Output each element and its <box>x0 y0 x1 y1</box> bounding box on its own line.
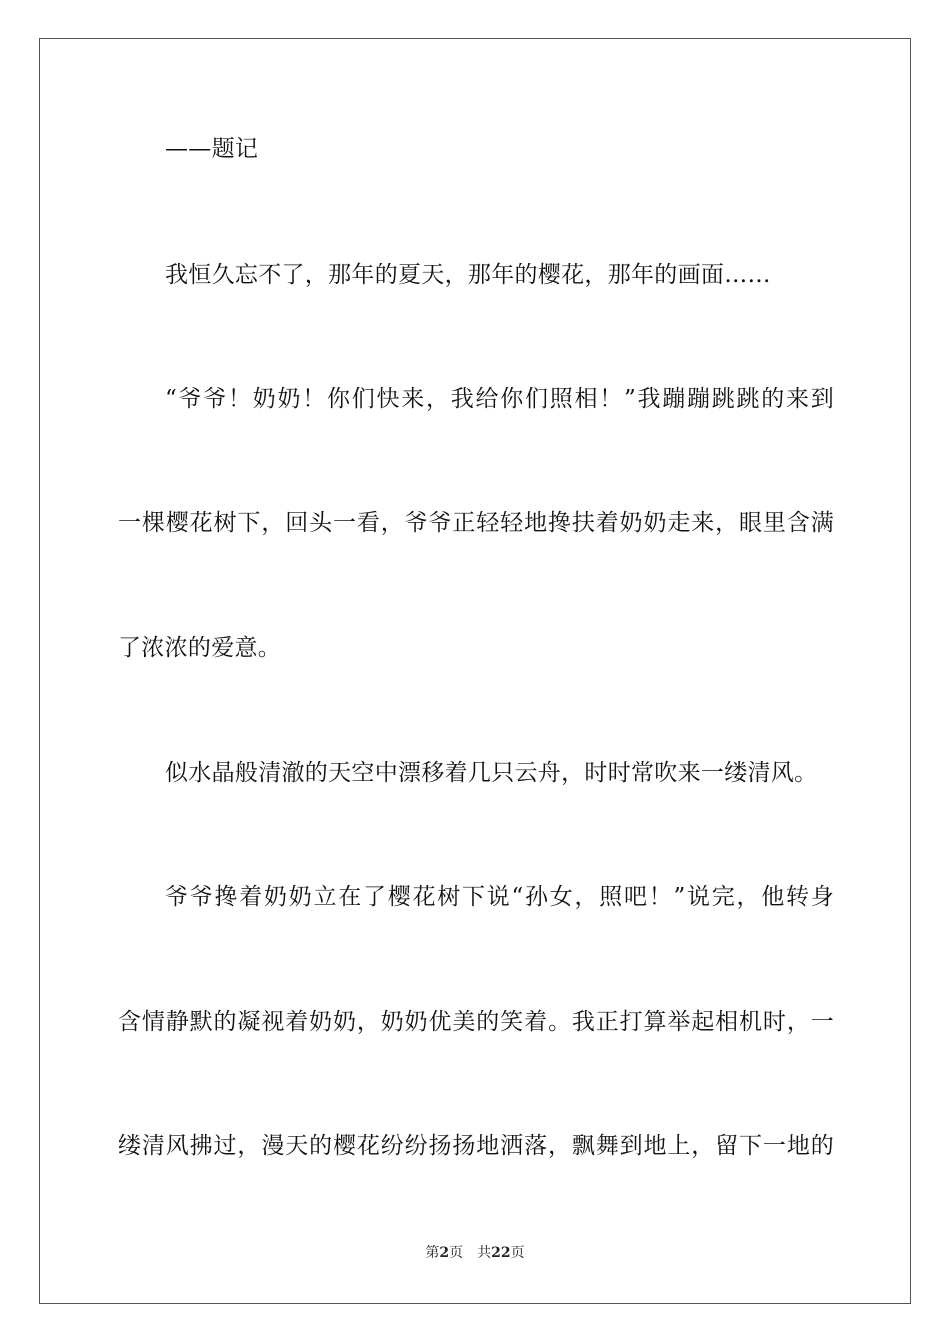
paragraph-line: 含情静默的凝视着奶奶，奶奶优美的笑着。我正打算举起相机时，一 <box>118 1009 834 1035</box>
footer-total-suffix: 页 <box>510 1245 525 1261</box>
paragraph-line: 我恒久忘不了，那年的夏天，那年的樱花，那年的画面…… <box>165 262 771 288</box>
paragraph-line: 似水晶般清澈的天空中漂移着几只云舟，时时常吹来一缕清风。 <box>165 760 818 786</box>
page-footer <box>0 1244 950 1262</box>
footer-total-pages: 22 <box>491 1245 511 1261</box>
paragraph-line: 爷爷搀着奶奶立在了樱花树下说“孙女，照吧！”说完，他转身 <box>165 884 834 910</box>
footer-page-prefix: 第 <box>425 1245 440 1261</box>
footer-page-suffix: 页 <box>449 1245 464 1261</box>
footer-page-number: 2 <box>439 1245 450 1261</box>
paragraph-line: 了浓浓的爱意。 <box>118 635 282 661</box>
paragraph-line: 一棵樱花树下，回头一看，爷爷正轻轻地搀扶着奶奶走来，眼里含满 <box>118 510 834 536</box>
page-border <box>39 38 911 1304</box>
paragraph-line: “爷爷！奶奶！你们快来，我给你们照相！”我蹦蹦跳跳的来到 <box>165 386 834 412</box>
paragraph-line: 缕清风拂过，漫天的樱花纷纷扬扬地洒落，飘舞到地上，留下一地的 <box>118 1133 834 1159</box>
footer-total-prefix: 共 <box>477 1245 492 1261</box>
epigraph-attribution: ——题记 <box>165 136 259 162</box>
